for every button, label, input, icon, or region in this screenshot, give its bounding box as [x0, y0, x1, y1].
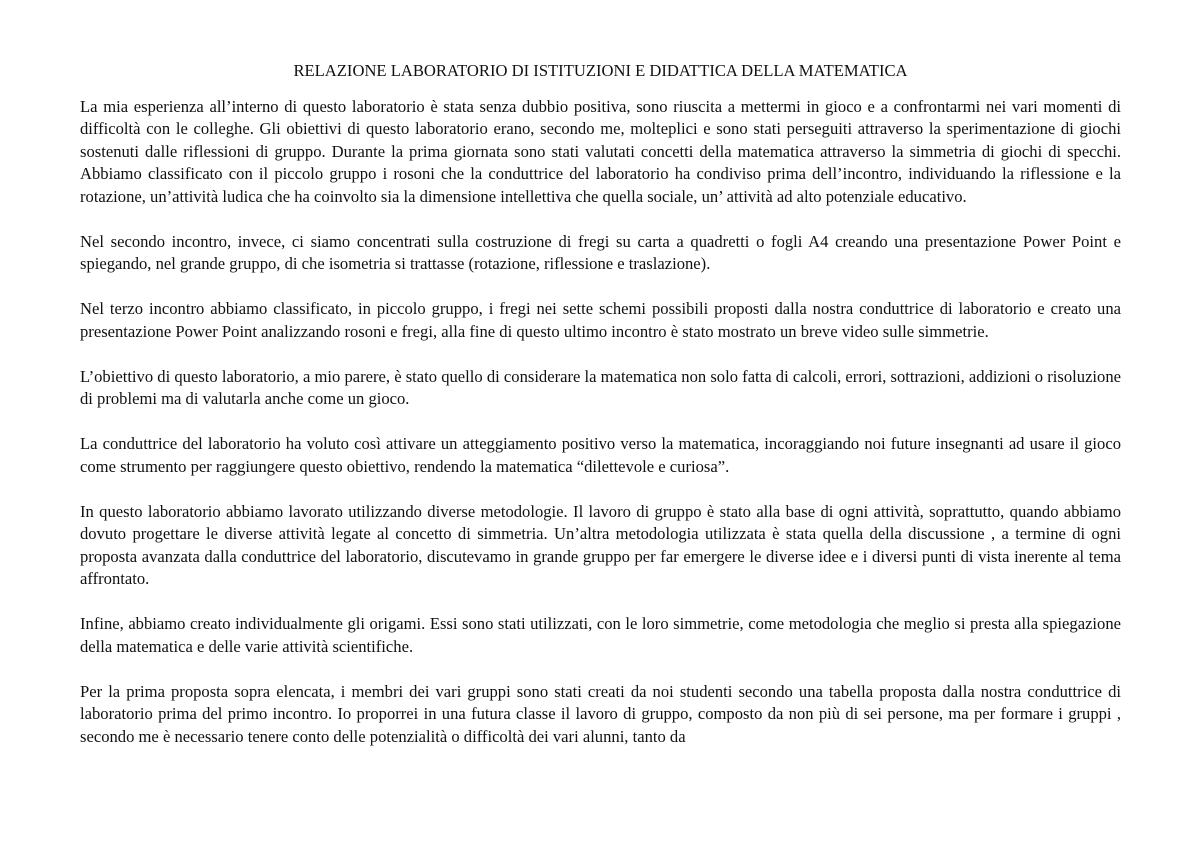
document-page [80, 60, 1121, 748]
paragraph-8: Per la prima proposta sopra elencata, i membri dei vari gruppi sono stati creati da noi studenti secondo una tabella proposta dalla nostra conduttrice di laboratorio prima del primo incontro. Io proporrei in una futura classe il lavoro di gruppo, composto da non più di sei persone, ma per formare i gruppi , secondo me è necessario tenere conto delle potenzialità o difficoltà dei vari alunni, tanto da [80, 681, 1121, 746]
paragraph-3: Nel terzo incontro abbiamo classificato, in piccolo gruppo, i fregi nei sette schemi possibili proposti dalla nostra conduttrice di laboratorio e creato una presentazione Power Point analizzando rosoni e fregi, alla fine di questo ultimo incontro è stato mostrato un breve video sulle simmetrie. [80, 299, 1121, 341]
paragraph-5: La conduttrice del laboratorio ha voluto così attivare un atteggiamento positivo verso la matematica, incoraggiando noi future insegnanti ad usare il gioco come strumento per raggiungere questo obiettivo, rendendo la matematica “dilettevole e curiosa”. [80, 434, 1121, 476]
paragraph-2: Nel secondo incontro, invece, ci siamo concentrati sulla costruzione di fregi su carta a quadretti o fogli A4 creando una presentazione Power Point e spiegando, nel grande gruppo, di che isometria si trattasse (rotazione, riflessione e traslazione). [80, 231, 1121, 273]
document-title: RELAZIONE LABORATORIO DI ISTITUZIONI E DIDATTICA DELLA MATEMATICA [293, 61, 908, 80]
paragraph-6: In questo laboratorio abbiamo lavorato utilizzando diverse metodologie. Il lavoro di gruppo è stato alla base di ogni attività, soprattutto, quando abbiamo dovuto progettare le diverse attività legate al concetto di simmetria. Un’altra metodologia utilizzata è stata quella della discussione , a termine di ogni proposta avanzata dalla conduttrice del laboratorio, discutevamo in grande gruppo per far emergere le diverse idee e i diversi punti di vista inerente al tema affrontato. [80, 501, 1121, 588]
paragraph-1: La mia esperienza all’interno di questo laboratorio è stata senza dubbio positiva, sono riuscita a mettermi in gioco e a confrontarmi nei vari momenti di difficoltà con le colleghe. Gli obiettivi di questo laboratorio erano, secondo me, molteplici e sono stati perseguiti attraverso la sperimentazione di giochi sostenuti dalle riflessioni di gruppo. Durante la prima giornata sono stati valutati concetti della matematica attraverso la simmetria di giochi di specchi. Abbiamo classificato con il piccolo gruppo i rosoni che la conduttrice del laboratorio ha condiviso prima dell’incontro, individuando la riflessione e la rotazione, un’attività ludica che ha coinvolto sia la dimensione intellettiva che quella sociale, un’ attività ad alto potenziale educativo. [80, 96, 1121, 206]
paragraph-7: Infine, abbiamo creato individualmente gli origami. Essi sono stati utilizzati, con le loro simmetrie, come metodologia che meglio si presta alla spiegazione della matematica e delle varie attività scientifiche. [80, 614, 1121, 656]
paragraph-4: L’obiettivo di questo laboratorio, a mio parere, è stato quello di considerare la matematica non solo fatta di calcoli, errori, sottrazioni, addizioni o risoluzione di problemi ma di valutarla anche come un gioco. [80, 366, 1121, 408]
